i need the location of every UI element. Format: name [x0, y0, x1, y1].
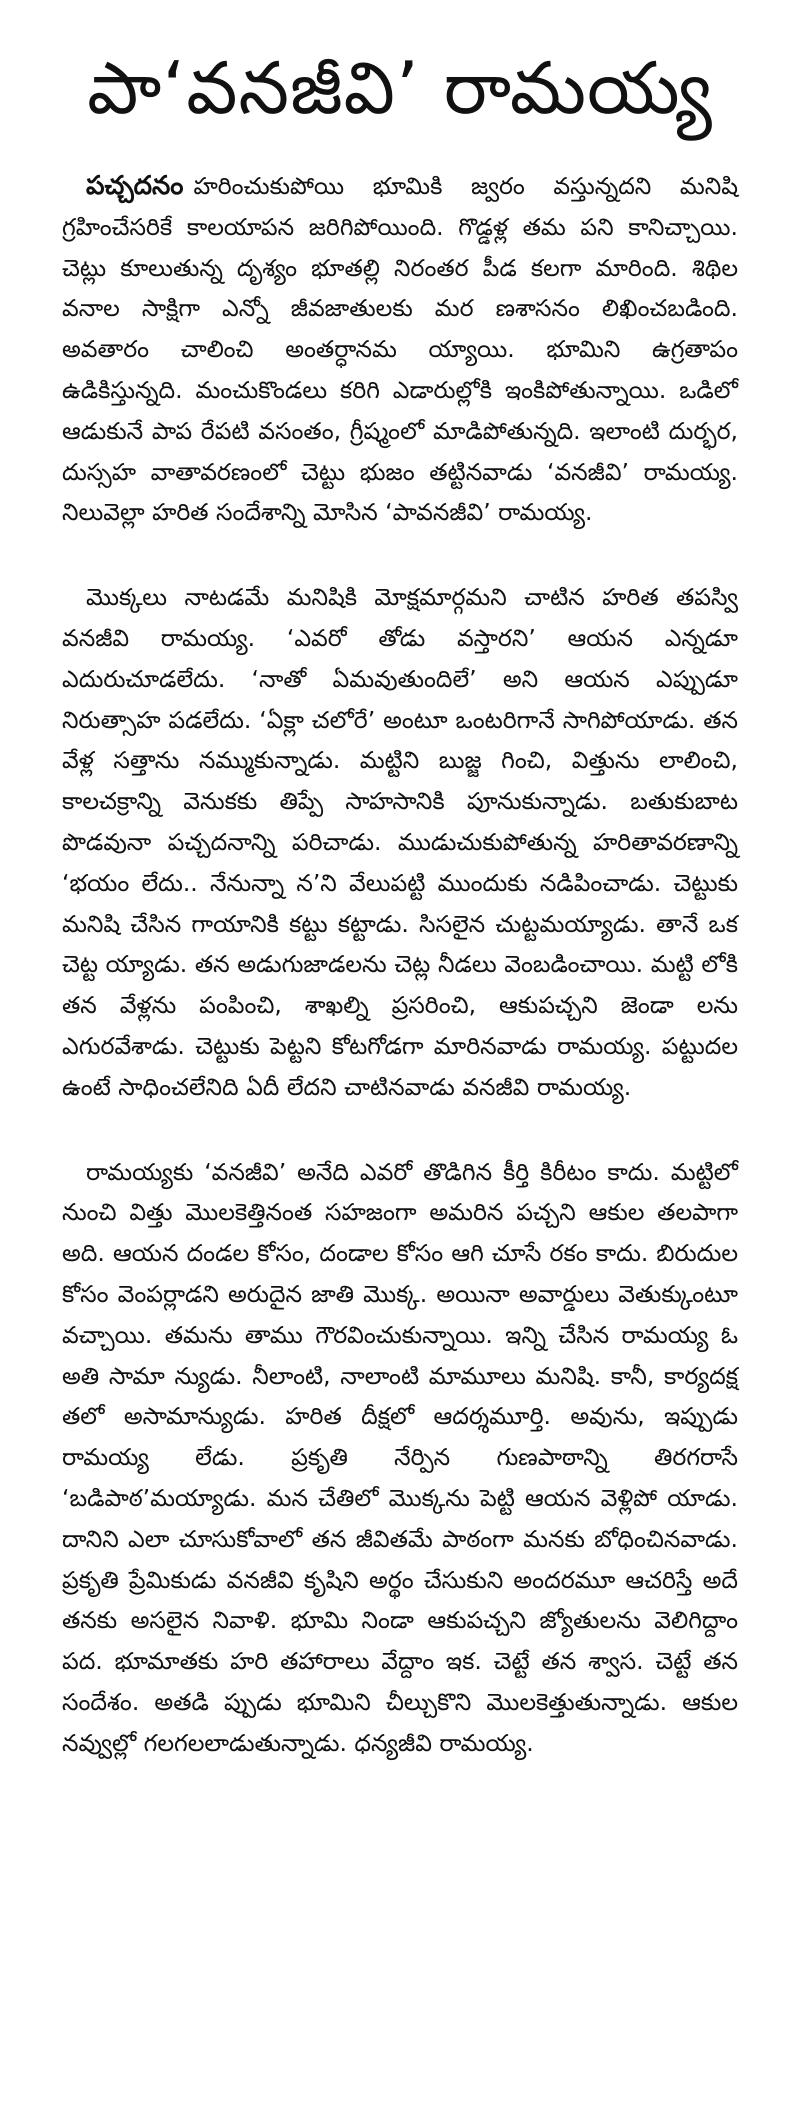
article-paragraph-2	[62, 577, 738, 1107]
paragraph-text: మొక్కలు నాటడమే మనిషికి మోక్షమార్గమని చాటిన హరిత తపస్వి వనజీవి రామయ్య. ‘ఎవరో తోడు వస్తారని’ ఆయన ఎన్నడూ ఎదురుచూడలేదు. ‘నాతో ఏమవుతుందిలే’ అని ఆయన ఎప్పుడూ నిరుత్సాహ పడలేదు. ‘ఏక్లా చలోరే’ అంటూ ఒంటరిగానే సాగిపోయాడు. తన వేళ్ల సత్తాను నమ్ముకున్నాడు. మట్టిని బుజ్జ గించి, విత్తును లాలించి, కాలచక్రాన్ని వెనుకకు తిప్పే సాహసానికి పూనుకున్నాడు. బతుకుబాట పొడవునా పచ్చదనాన్ని పరిచాడు. ముడుచుకుపోతున్న హరితావరణాన్ని ‘భయం లేదు.. నేనున్నా న’ని వేలుపట్టి ముందుకు నడిపించాడు. చెట్టుకు మనిషి చేసిన గాయానికి కట్టు కట్టాడు. సిసలైన చుట్టమయ్యాడు. తానే ఒక చెట్ట య్యాడు. తన అడుగుజాడలను చెట్ల నీడలు వెంబడించాయి. మట్టి లోకి తన వేళ్లను పంపించి, శాఖల్ని ప్రసరించి, ఆకుపచ్చని జెండా లను ఎగురవేశాడు. చెట్టుకు పెట్టని కోటగోడగా మారినవాడు రామయ్య. పట్టుదల ఉంటే సాధించలేనిది ఏదీ లేదని చాటినవాడు వనజీవి రామయ్య.	[62, 583, 738, 1101]
article-body	[62, 166, 738, 1763]
paragraph-lead-word: పచ్చదనం	[86, 171, 184, 201]
article-paragraph-1	[62, 166, 738, 533]
paragraph-text: హరించుకుపోయి భూమికి జ్వరం వస్తున్నదని మనిషి గ్రహించేసరికే కాలయాపన జరిగిపోయింది. గొడ్డళ్ల తమ పని కానిచ్చాయి. చెట్లు కూలుతున్న దృశ్యం భూతల్లి నిరంతర పీడ కలగా మారింది. శిథిల వనాల సాక్షిగా ఎన్నో జీవజాతులకు మర ణశాసనం లిఖించబడింది. అవతారం చాలించి అంతర్ధానమ య్యాయి. భూమిని ఉగ్రతాపం ఉడికిస్తున్నది. మంచుకొండలు కరిగి ఎడారుల్లోకి ఇంకిపోతున్నాయి. ఒడిలో ఆడుకునే పాప రేపటి వసంతం, గ్రీష్మంలో మాడిపోతున్నది. ఇలాంటి దుర్భర, దుస్సహ వాతావరణంలో చెట్టు భుజం తట్టినవాడు ‘వనజీవి’ రామయ్య. నిలువెల్లా హరిత సందేశాన్ని మోసిన ‘పావనజీవి’ రామయ్య.	[62, 172, 738, 527]
paragraph-text: రామయ్యకు ‘వనజీవి’ అనేది ఎవరో తొడిగిన కీర్తి కిరీటం కాదు. మట్టిలో నుంచి విత్తు మొలకెత్తినంత సహజంగా అమరిన పచ్చని ఆకుల తలపాగా అది. ఆయన దండల కోసం, దండాల కోసం ఆగి చూసే రకం కాదు. బిరుదుల కోసం వెంపర్లాడని అరుదైన జాతి మొక్క. అయినా అవార్డులు వెతుక్కుంటూ వచ్చాయి. తమను తాము గౌరవించుకున్నాయి. ఇన్ని చేసిన రామయ్య ఓ అతి సామా న్యుడు. నీలాంటి, నాలాంటి మామూలు మనిషి. కానీ, కార్యదక్ష తలో అసామాన్యుడు. హరిత దీక్షలో ఆదర్శమూర్తి. అవును, ఇప్పుడు రామయ్య లేడు. ప్రకృతి నేర్పిన గుణపాఠాన్ని తిరగరాసే ‘బడిపాఠ’మయ్యాడు. మన చేతిలో మొక్కను పెట్టి ఆయన వెళ్లిపో యాడు. దానిని ఎలా చూసుకోవాలో తన జీవితమే పాఠంగా మనకు బోధించినవాడు. ప్రకృతి ప్రేమికుడు వనజీవి కృషిని అర్థం చేసుకుని అందరమూ ఆచరిస్తే అదే తనకు అసలైన నివాళి. భూమి నిండా ఆకుపచ్చని జ్యోతులను వెలిగిద్దాం పద. భూమాతకు హరి తహారాలు వేద్దాం ఇక. చెట్టే తన శ్వాస. చెట్టే తన సందేశం. అతడి ప్పుడు భూమిని చీల్చుకొని మొలకెత్తుతున్నాడు. ఆకుల నవ్వుల్లో గలగలలాడుతున్నాడు. ధన్యజీవి రామయ్య.	[62, 1157, 738, 1757]
article-paragraph-3	[62, 1152, 738, 1764]
article-title: పా‘వనజీవి’ రామయ్య	[87, 46, 713, 130]
